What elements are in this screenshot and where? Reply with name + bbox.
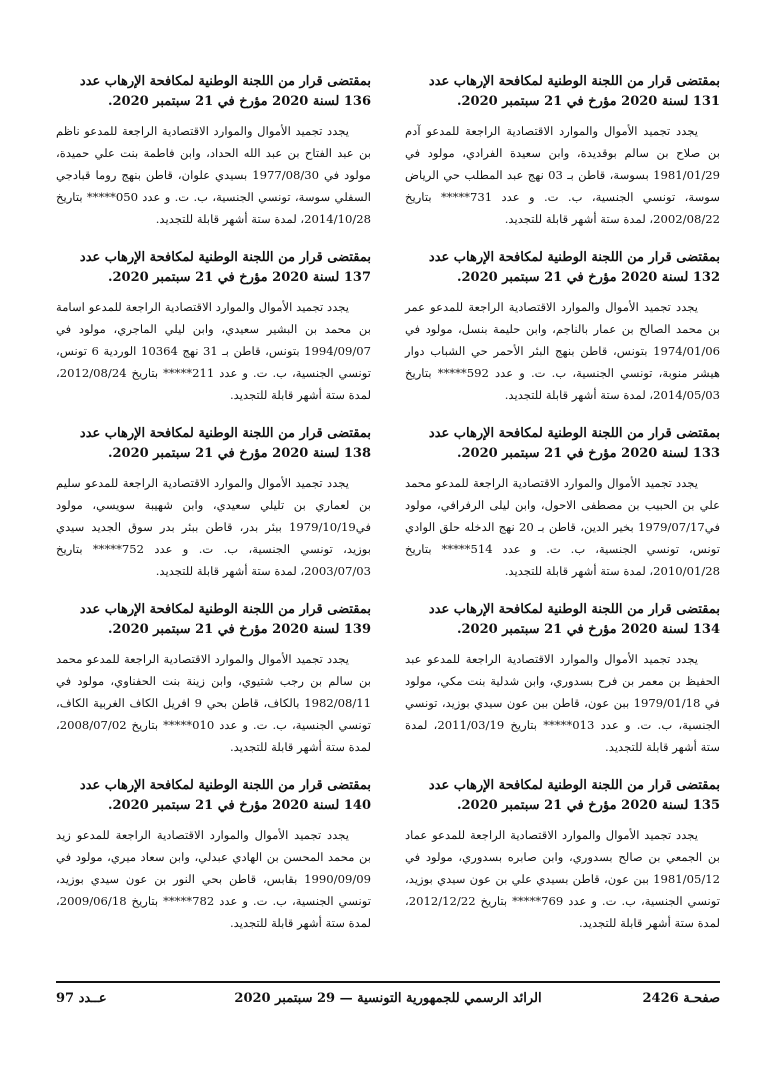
decree-title: بمقتضى قرار من اللجنة الوطنية لمكافحة الإرهاب عدد 132 لسنة 2020 مؤرخ في 21 سبتمبر 2020. (428, 250, 720, 285)
decree-title: بمقتضى قرار من اللجنة الوطنية لمكافحة الإرهاب عدد 135 لسنة 2020 مؤرخ في 21 سبتمبر 2020. (428, 778, 720, 813)
decree-entry-134 (405, 600, 720, 776)
decree-body: يجدد تجميد الأموال والموارد الاقتصادية الراجعة للمدعو عماد بن الجمعي بن صالح بسدوري، وابن صابره بسدوري، مولود في 1981/05/12 ببن عون، قاطن بسيدي علي بن عون سيدي بوزيد، تونسي الجنسية، ب. ت. و عدد 769***** بتاريخ 2012/12/22، لمدة ستة أشهر قابلة للتجديد. (405, 828, 720, 930)
decree-body: يجدد تجميد الأموال والموارد الاقتصادية الراجعة للمدعو سليم بن لعماري بن تليلي سعيدي، وابن شهيبة سويسي، مولود في1979/10/19 ببئر بدر، قاطن ببئر بدر سوق الجديد سيدي بوزيد، تونسي الجنسية، ب. ت. و عدد 752***** بتاريخ 2003/07/03، لمدة ستة أشهر قابلة للتجديد. (56, 476, 371, 578)
decree-title: بمقتضى قرار من اللجنة الوطنية لمكافحة الإرهاب عدد 137 لسنة 2020 مؤرخ في 21 سبتمبر 2020. (79, 250, 371, 285)
decree-title: بمقتضى قرار من اللجنة الوطنية لمكافحة الإرهاب عدد 140 لسنة 2020 مؤرخ في 21 سبتمبر 2020. (79, 778, 371, 813)
decree-body: يجدد تجميد الأموال والموارد الاقتصادية الراجعة للمدعو آدم بن صلاح بن سالم بوقديدة، وابن سعيدة الفرادي، مولود في 1981/01/29 بسوسة، قاطن بـ 03 نهج عبد المطلب حي الرياض سوسة، تونسي الجنسية، ب. ت. و عدد 731***** بتاريخ 2002/08/22، لمدة ستة أشهر قابلة للتجديد. (405, 124, 720, 226)
decree-body: يجدد تجميد الأموال والموارد الاقتصادية الراجعة للمدعو عمر بن محمد الصالح بن عمار بالناجم، وابن حليمة بنسل، مولود في 1974/01/06 بتونس، قاطن بنهج البئر الأحمر حي الشباب دوار هيشر منوبة، تونسي الجنسية، ب. ت. و عدد 592***** بتاريخ 2014/05/03، لمدة ستة أشهر قابلة للتجديد. (405, 300, 720, 402)
decree-entry-133 (405, 424, 720, 600)
decree-entry-132 (405, 248, 720, 424)
decree-entry-131 (405, 72, 720, 248)
decree-entry-137 (56, 248, 371, 424)
decree-title: بمقتضى قرار من اللجنة الوطنية لمكافحة الإرهاب عدد 134 لسنة 2020 مؤرخ في 21 سبتمبر 2020. (428, 602, 720, 637)
decree-entry-139 (56, 600, 371, 776)
page-number: صفحـة 2426 (642, 991, 720, 1006)
left-column (56, 72, 371, 952)
decree-body: يجدد تجميد الأموال والموارد الاقتصادية الراجعة للمدعو ناظم بن عبد الفتاح بن عبد الله الحداد، وابن فاطمة بنت علي حميدة، مولود في 1977/08/30 بسيدي علوان، قاطن بنهج روما قبادجي السفلي سوسة، تونسي الجنسية، ب. ت. و عدد 050***** بتاريخ 2014/10/28، لمدة ستة أشهر قابلة للتجديد. (56, 124, 371, 226)
gazette-title-date: الرائد الرسمي للجمهورية التونسية — 29 سبتمبر 2020 (234, 991, 542, 1006)
decree-title: بمقتضى قرار من اللجنة الوطنية لمكافحة الإرهاب عدد 138 لسنة 2020 مؤرخ في 21 سبتمبر 2020. (79, 426, 371, 461)
right-column (405, 72, 720, 952)
page-footer (56, 988, 720, 1010)
footer-divider (56, 981, 720, 983)
decree-body: يجدد تجميد الأموال والموارد الاقتصادية الراجعة للمدعو عبد الحفيظ بن معمر بن فرح بسدوري، وابن شدلية بنت مكي، مولود في 1979/01/18 ببن عون، قاطن ببن عون سيدي بوزيد، تونسي الجنسية، ب. ت. و عدد 013***** بتاريخ 2011/03/19، لمدة ستة أشهر قابلة للتجديد. (405, 652, 720, 754)
decree-entry-135 (405, 776, 720, 952)
decree-body: يجدد تجميد الأموال والموارد الاقتصادية الراجعة للمدعو زيد بن محمد المحسن بن الهادي عبدلي، وابن سعاد ميري، مولود في 1990/09/09 بقابس، قاطن بحي النور بن عون سيدي بوزيد، تونسي الجنسية، ب. ت. و عدد 782***** بتاريخ 2009/06/18، لمدة ستة أشهر قابلة للتجديد. (56, 828, 371, 930)
decree-title: بمقتضى قرار من اللجنة الوطنية لمكافحة الإرهاب عدد 131 لسنة 2020 مؤرخ في 21 سبتمبر 2020. (428, 74, 720, 109)
decree-entry-138 (56, 424, 371, 600)
decree-body: يجدد تجميد الأموال والموارد الاقتصادية الراجعة للمدعو اسامة بن محمد بن البشير سعيدي، وابن ليلي الماجري، مولود في 1994/09/07 بتونس، قاطن بـ 31 نهج 10364 الوردية 6 تونس، تونسي الجنسية، ب. ت. و عدد 211***** بتاريخ 2012/08/24، لمدة ستة أشهر قابلة للتجديد. (56, 300, 371, 402)
decree-body: يجدد تجميد الأموال والموارد الاقتصادية الراجعة للمدعو محمد علي بن الحبيب بن مصطفى الاحول، وابن ليلى الرفرافي، مولود في1979/07/17 بخير الدين، قاطن بـ 20 نهج الدخله حلق الوادي تونس، تونسي الجنسية، ب. ت. و عدد 514***** بتاريخ 2010/01/28، لمدة ستة أشهر قابلة للتجديد. (405, 476, 720, 578)
decree-title: بمقتضى قرار من اللجنة الوطنية لمكافحة الإرهاب عدد 133 لسنة 2020 مؤرخ في 21 سبتمبر 2020. (428, 426, 720, 461)
decree-title: بمقتضى قرار من اللجنة الوطنية لمكافحة الإرهاب عدد 136 لسنة 2020 مؤرخ في 21 سبتمبر 2020. (79, 74, 371, 109)
decree-body: يجدد تجميد الأموال والموارد الاقتصادية الراجعة للمدعو محمد بن سالم بن رجب شتيوي، وابن زينة بنت الحفناوي، مولود في 1982/08/11 بالكاف، قاطن بحي 9 افريل الكاف الغربية الكاف، تونسي الجنسية، ب. ت. و عدد 010***** بتاريخ 2008/07/02، لمدة ستة أشهر قابلة للتجديد. (56, 652, 372, 754)
decree-entry-140 (56, 776, 371, 952)
issue-number: عــدد 97 (56, 991, 107, 1006)
decree-entry-136 (56, 72, 371, 248)
decree-title: بمقتضى قرار من اللجنة الوطنية لمكافحة الإرهاب عدد 139 لسنة 2020 مؤرخ في 21 سبتمبر 2020. (79, 602, 371, 637)
